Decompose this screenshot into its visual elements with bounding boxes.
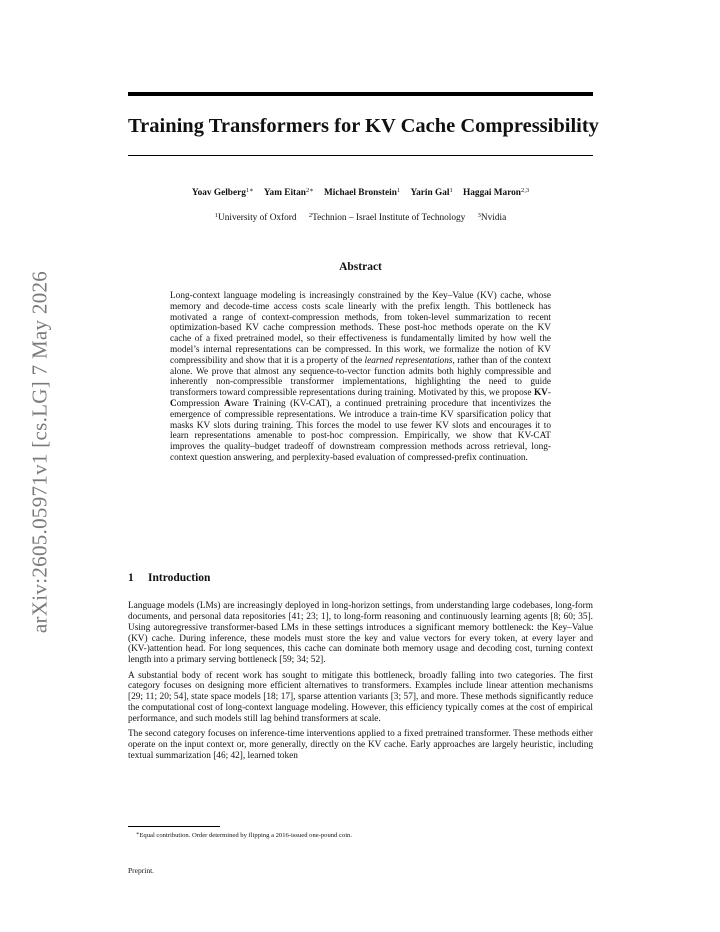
footnote-text: Equal contribution. Order determined by flipping a 2016-issued one-pound coin. — [139, 832, 353, 839]
affiliation: $^3$Nvidia — [477, 212, 507, 223]
author: Michael Bronstein$^1$ — [323, 187, 401, 198]
affiliation: $^2$Technion – Israel Institute of Technology — [308, 212, 466, 223]
body-paragraph: The second category focuses on inference-time interventions applied to a fixed pretrained transformer. These methods either operate on the input context or, more generally, directly on the KV cache. Early approaches are largely heuristic, including textual summarization [46; 42], learned token — [128, 729, 593, 761]
author: Yarin Gal$^1$ — [410, 187, 453, 198]
affiliation: $^1$University of Oxford — [214, 212, 297, 223]
body-paragraph: Language models (LMs) are increasingly deployed in long-horizon settings, from understanding large codebases, long-form documents, and personal data repositories [41; 23; 1], to long-form reasoning and continuously learning agents [8; 60; 35]. Using autoregressive transformer-based LMs in these settings introduces a significant memory bottleneck: the Key–Value (KV) cache. During inference, these models must store the key and value vectors for every token, at every layer and (KV-)attention head. For long sequences, this cache can dominate both memory usage and decoding cost, turning context length into a primary serving bottleneck [59; 34; 52]. — [128, 601, 593, 666]
arxiv-identifier: arXiv:2605.05971v1 [cs.LG] 7 May 2026 — [27, 270, 52, 634]
preprint-label: Preprint. — [128, 866, 155, 875]
footnote-rule — [128, 826, 220, 827]
abstract-body — [170, 291, 551, 464]
section-number: 1 — [128, 572, 134, 584]
author: Yam Eitan$^{2∗}$ — [263, 187, 314, 198]
author: Yoav Gelberg$^{1∗}$ — [191, 187, 254, 198]
affiliation-list — [128, 212, 593, 223]
abstract-heading: Abstract — [339, 261, 382, 273]
author: Haggai Maron$^{2,3}$ — [463, 187, 530, 198]
introduction-body — [128, 601, 593, 766]
title-rule-bottom — [128, 155, 593, 156]
section-title: Introduction — [148, 572, 211, 584]
body-paragraph: A substantial body of recent work has sought to mitigate this bottleneck, broadly falling into two categories. The first category focuses on designing more efficient alternatives to transformers. Examples include linear attention mechanisms [29; 11; 20; 54], state space models [18; 17], sparse attention variants [3; 57], and more. These methods significantly reduce the computational cost of long-context language modeling. However, this efficiency typically comes at the cost of empirical performance, and such models still lag behind transformers at scale. — [128, 670, 593, 724]
section-heading-introduction — [128, 572, 593, 584]
footnote-mark: ∗ — [136, 832, 140, 837]
footnote — [136, 831, 593, 839]
abstract-paragraph: Long-context language modeling is increasingly constrained by the Key–Value (KV) cache, whose memory and decode-time access costs scale linearly with the prefix length. This bottleneck has motivated a range of context-compression methods, from token-level summarization to recent optimization-based KV cache compression methods. These post-hoc methods operate on the KV cache of a fixed pretrained model, so their effectiveness is fundamentally limited by how well the model’s internal representations can be compressed. In this work, we formalize the notion of KV compressibility and show that it is a property of the learned representations, rather than of the context alone. We prove that almost any sequence-to-vector function admits both highly compressible and inherently non-compressible transformer implementations, highlighting the need to guide transformers toward compressible representations during training. Motivated by this, we propose KV-Compression Aware Training (KV-CAT), a continued pretraining procedure that incentivizes the emergence of compressible representations. We introduce a train-time KV sparsification policy that masks KV slots during training. This forces the model to use fewer KV slots and encourages it to learn representations amenable to post-hoc compression. Empirically, we show that KV-CAT improves the quality–budget tradeoff of downstream compression methods across retrieval, long-context question answering, and perplexity-based evaluation of compressed-prefix continuation. — [170, 291, 551, 463]
title-rule-top — [128, 92, 593, 96]
paper-title: Training Transformers for KV Cache Compressibility — [128, 115, 599, 137]
author-list — [128, 186, 593, 198]
